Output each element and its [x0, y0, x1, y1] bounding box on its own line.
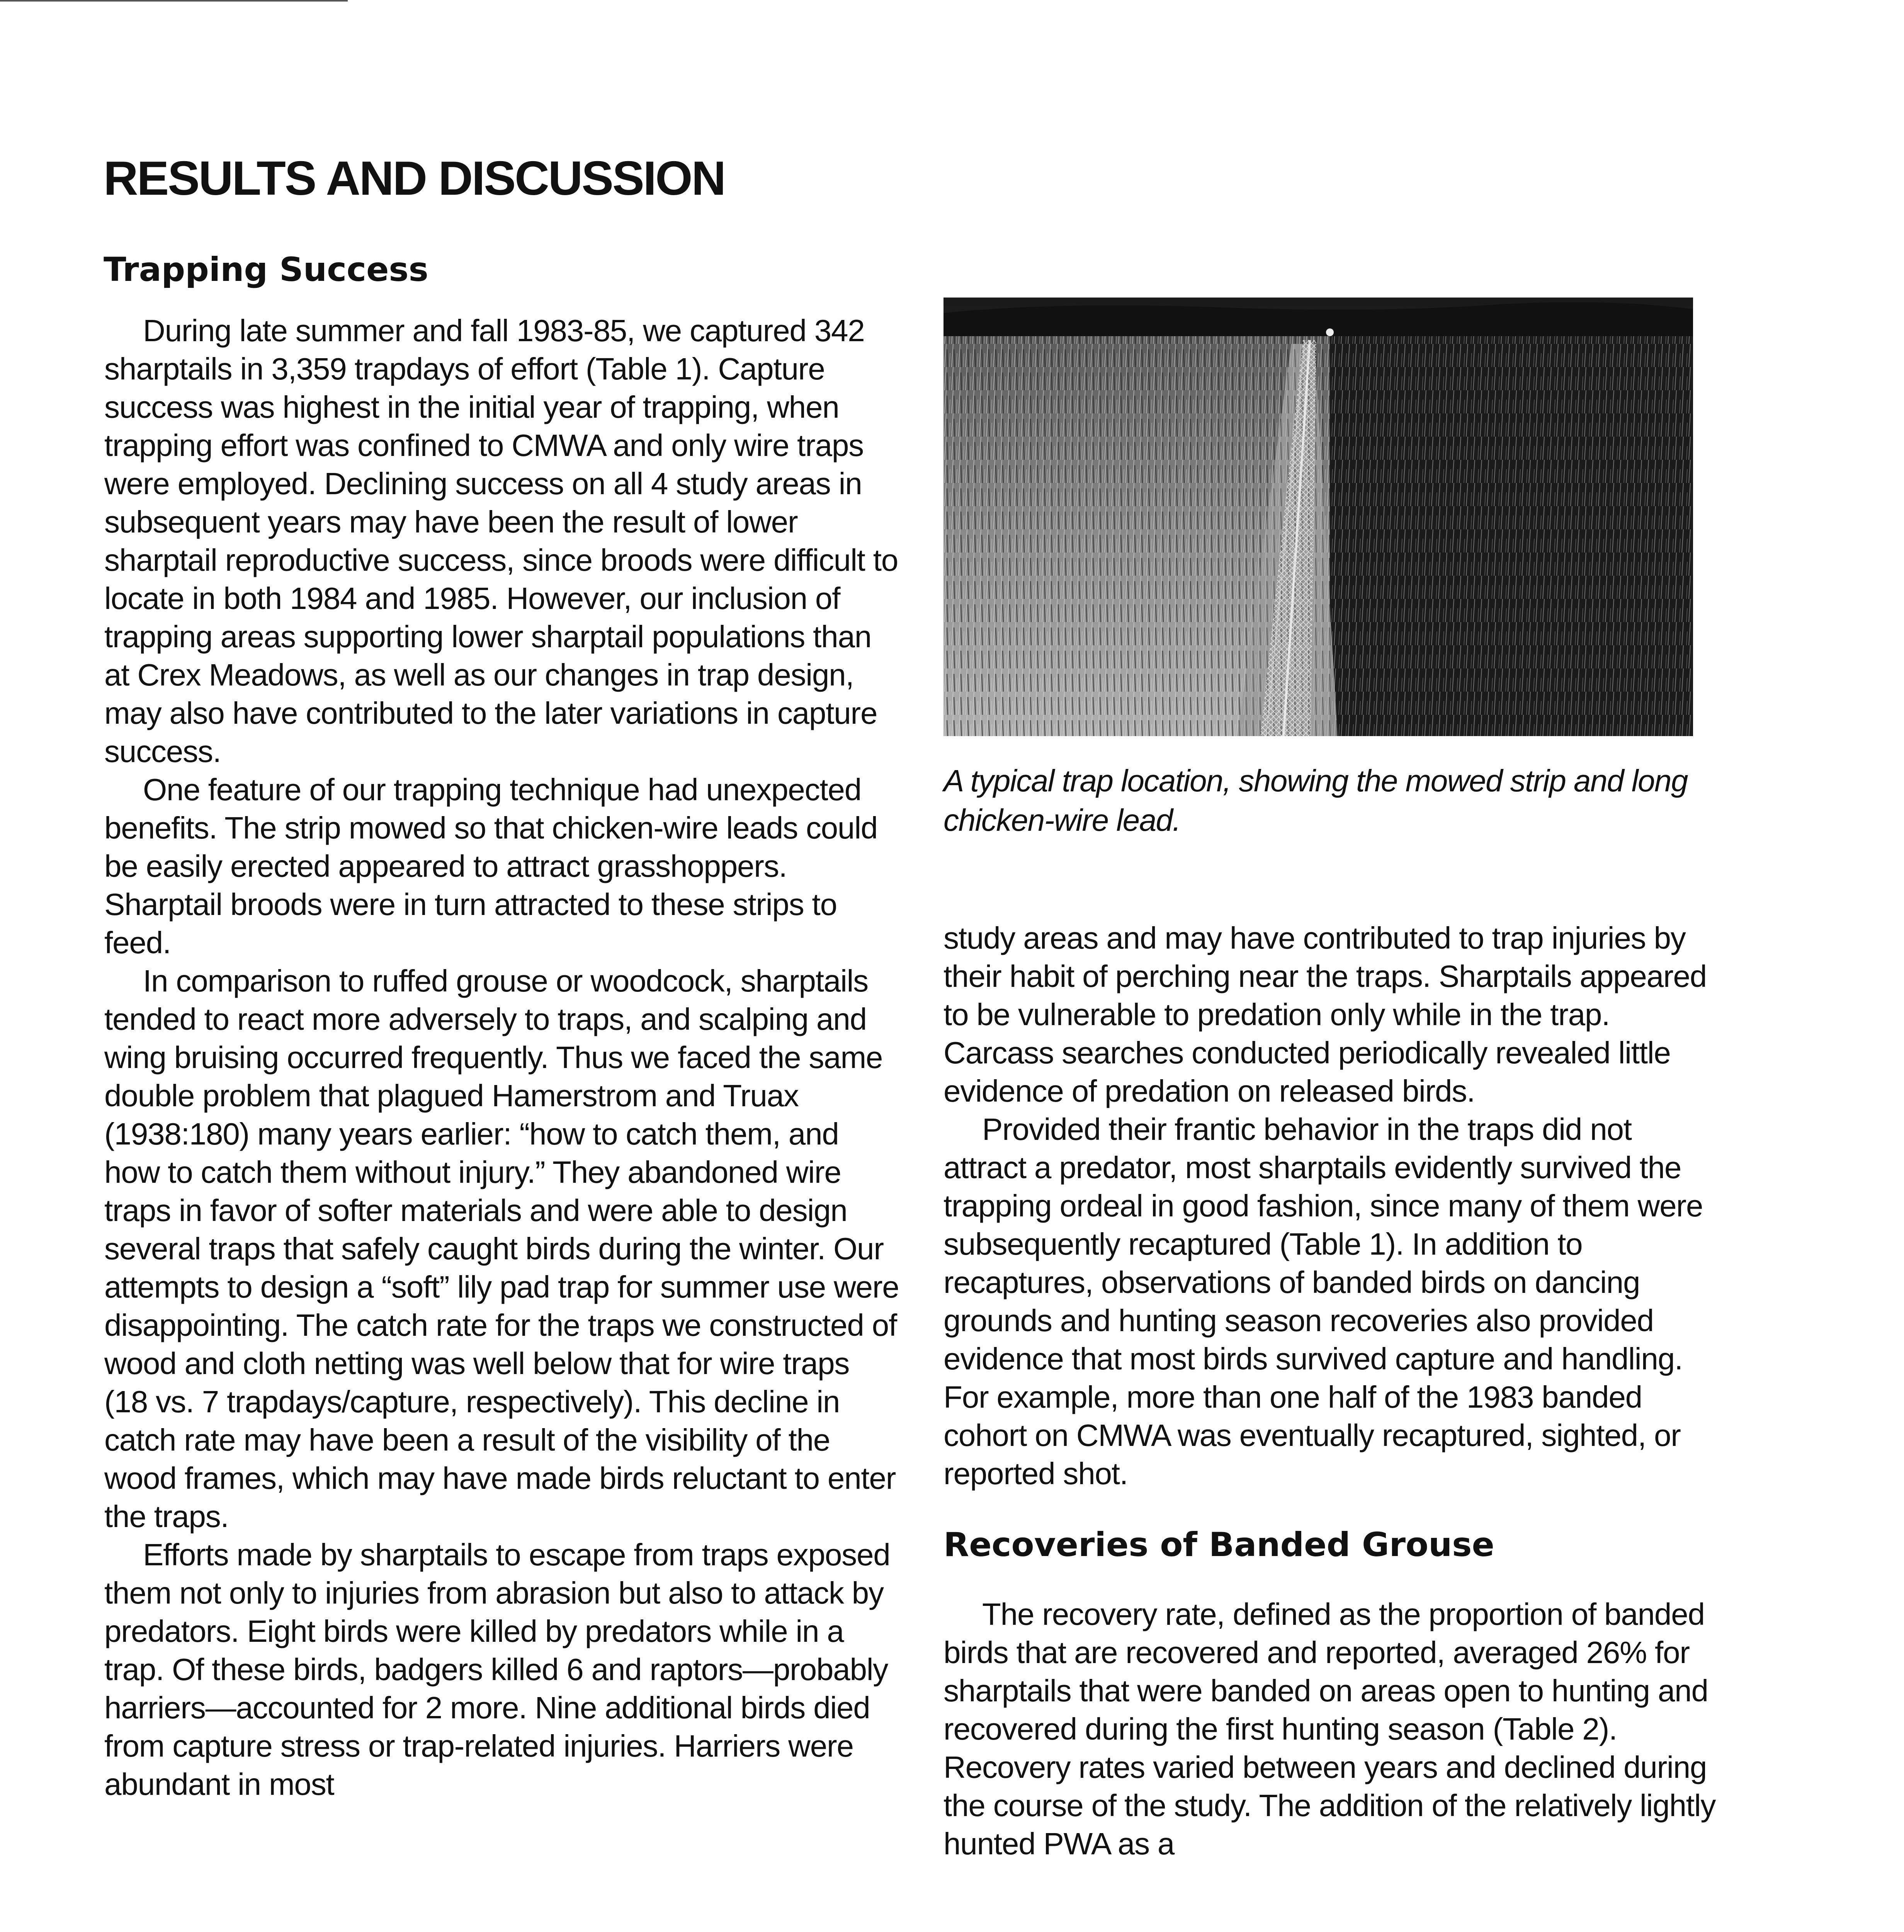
left-column — [104, 311, 900, 1803]
paragraph: During late summer and fall 1983-85, we captured 342 sharptails in 3,359 trapdays of effort (Table 1). Capture success was highest in the initial year of trapping, when trapping effort was confined to CMWA and only wire traps were employed. Declining success on all 4 study areas in subsequent years may have been the result of lower sharptail reproductive success, since broods were difficult to locate in both 1984 and 1985. However, our inclusion of trapping areas supporting lower sharptail populations than at Crex Meadows, as well as our changes in trap design, may also have contributed to the later variations in capture success. — [104, 313, 898, 769]
figure-caption: A typical trap location, showing the mowed strip and long chicken-wire lead. — [944, 764, 1688, 837]
paragraph: The recovery rate, defined as the proportion of banded birds that are recovered and reported, averaged 26% for sharptails that were banded on areas open to hunting and recovered during the first hunting season (Table 2). Recovery rates varied between years and declined during the course of the study. The addition of the relatively lightly hunted PWA as a — [944, 1597, 1716, 1861]
paragraph: Efforts made by sharptails to escape from traps exposed them not only to injuries from abrasion but also to attack by predators. Eight birds were killed by predators while in a trap. Of these birds, badgers killed 6 and raptors—probably harriers—accounted for 2 more. Nine additional birds died from capture stress or trap-related injuries. Harriers were abundant in most — [104, 1537, 890, 1801]
paragraph: In comparison to ruffed grouse or woodcock, sharptails tended to react more adversely to traps, and scalping and wing bruising occurred frequently. Thus we faced the same double problem that plagued Hamerstrom and Truax (1938:180) many years earlier: “how to catch them, and how to catch them without injury.” They abandoned wire traps in favor of softer materials and were able to design several traps that safely caught birds during the winter. Our attempts to design a “soft” lily pad trap for summer use were disappointing. The catch rate for the traps we constructed of wood and cloth netting was well below that for wire traps (18 vs. 7 trapdays/capture, respectively). This decline in catch rate may have been a result of the visibility of the wood frames, which may have made birds reluctant to enter the traps. — [104, 964, 899, 1534]
right-column — [944, 919, 1716, 1493]
right-column-recoveries — [944, 1595, 1716, 1863]
subheading-trapping-success: Trapping Success — [104, 250, 428, 289]
paragraph: One feature of our trapping technique had unexpected benefits. The strip mowed so that chicken-wire leads could be easily erected appeared to attract grasshoppers. Sharptail broods were in turn attracted to these strips to feed. — [104, 772, 878, 960]
subheading-recoveries: Recoveries of Banded Grouse — [944, 1526, 1494, 1564]
section-title: RESULTS AND DISCUSSION — [104, 152, 725, 205]
photo-illustration — [944, 298, 1693, 736]
paragraph: study areas and may have contributed to trap injuries by their habit of perching near the traps. Sharptails appeared to be vulnerable to predation only while in the trap. Carcass searches conducted periodically revealed little evidence of predation on released birds. — [944, 921, 1707, 1108]
trap-location-photo — [944, 298, 1693, 736]
paragraph: Provided their frantic behavior in the traps did not attract a predator, most sharptails evidently survived the trapping ordeal in good fashion, since many of them were subsequently recaptured (Table 1). In addition to recaptures, observations of banded birds on dancing grounds and hunting season recoveries also provided evidence that most birds survived capture and handling. For example, more than one half of the 1983 banded cohort on CMWA was eventually recaptured, sighted, or reported shot. — [944, 1112, 1703, 1491]
top-rule — [0, 0, 348, 2]
